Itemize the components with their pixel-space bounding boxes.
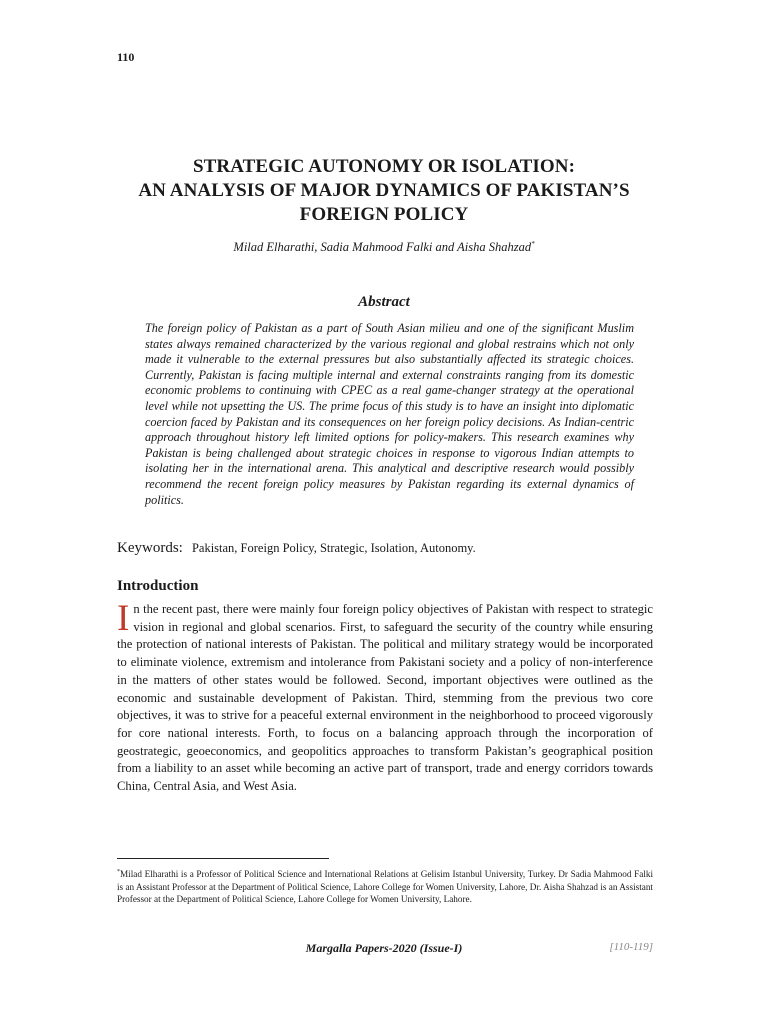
introduction-text: n the recent past, there were mainly four foreign policy objectives of Pakistan with respect to strategic vision in regional and global scenarios. First, to safeguard the security of the country while ensuring the protection of national interests of Pakistan. The political and military strategy would be incorporated to eliminate violence, extremism and intolerance from Pakistani society and a policy of non-interference in the matters of other states would be followed. Second, important objectives were outlined as the economic and sustainable development of Pakistan. Third, stemming from the previous two core objectives, it was to strive for a peaceful external environment in the neighborhood to proceed vigorously for core national interests. Forth, to focus on a balancing approach through the incorporation of geostrategic, geoeconomics, and geopolitics approaches to transform Pakistan’s geographical position from a liability to an asset while becoming an active part of transport, trade and energy corridors towards China, Central Asia, and West Asia. — [117, 602, 653, 794]
abstract-heading: Abstract — [358, 294, 410, 310]
footnote — [117, 866, 653, 906]
footnote-text: Milad Elharathi is a Professor of Political Science and International Relations at Gelisim Istanbul University, Turkey. Dr Sadia Mahmood Falki is an Assistant Professor at the Department of Political Science, Lahore College for Women University, Lahore, Dr. Aisha Shahzad is an Assistant Professor at the Department of Political Science, Lahore College for Women University, Lahore. — [117, 869, 653, 905]
keywords-line — [117, 540, 657, 557]
introduction-paragraph — [117, 598, 653, 796]
page-number: 110 — [117, 50, 135, 64]
article-title — [0, 155, 768, 227]
page-range: [110-119] — [609, 941, 653, 953]
footnote-marker: * — [117, 869, 120, 875]
author-names: Milad Elharathi, Sadia Mahmood Falki and Aisha Shahzad — [233, 240, 532, 255]
title-line-2: AN ANALYSIS OF MAJOR DYNAMICS OF PAKISTAN’S — [138, 180, 630, 201]
title-line-1: STRATEGIC AUTONOMY OR ISOLATION: — [192, 156, 576, 177]
author-footnote-marker: * — [531, 240, 535, 248]
abstract-body: The foreign policy of Pakistan as a part of South Asian milieu and one of the significant Muslim states always remained characterized by the various regional and global restrains which not only made it vulnerable to the external pressures but also substantially affected its strategic choices. Currently, Pakistan is facing multiple internal and external constraints ranging from its domestic economic problems to continuing with CPEC as a real game-changer strategy at the operational level while not upsetting the US. The prime focus of this study is to have an insight into diplomatic coercion faced by Pakistan and its consequences on her foreign policy decisions. As Indian-centric approach throughout history left limited options for policy-makers. This research examines why Pakistan is being challenged about strategic choices in response to vigorous Indian attempts to isolating her in the international arena. This analytical and descriptive research would possibly recommend the recent foreign policy measures by Pakistan regarding its external dynamics of politics. — [145, 321, 634, 507]
keywords-value: Pakistan, Foreign Policy, Strategic, Isolation, Autonomy. — [191, 541, 476, 555]
footnote-divider — [117, 858, 329, 859]
drop-cap: I — [117, 598, 130, 639]
title-line-3: FOREIGN POLICY — [299, 204, 469, 225]
author-line — [0, 240, 768, 255]
introduction-heading: Introduction — [117, 578, 199, 594]
journal-footer: Margalla Papers-2020 (Issue-I) — [305, 941, 463, 955]
keywords-label: Keywords: — [117, 540, 183, 556]
